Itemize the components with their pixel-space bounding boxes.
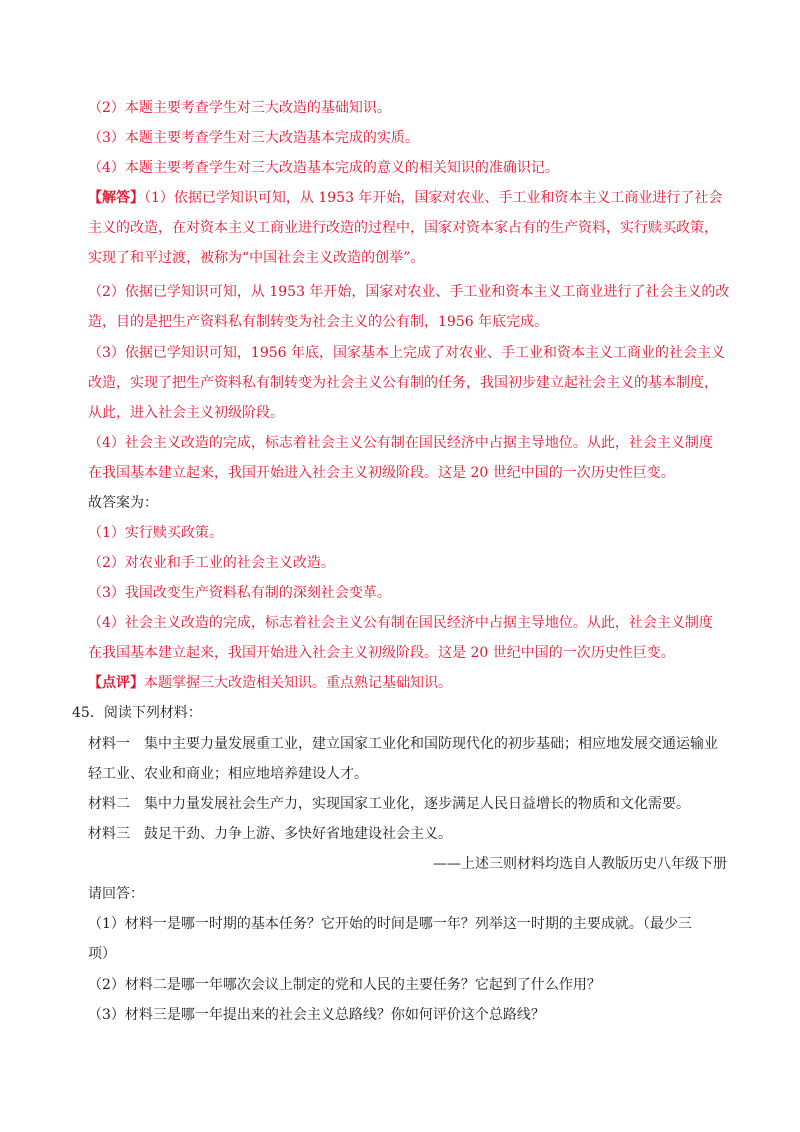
question-45-title: 45．阅读下列材料： <box>72 705 202 721</box>
answer-label: 故答案为： <box>88 495 158 511</box>
analysis-line-2: （2）本题主要考查学生对三大改造的基础知识。 <box>88 100 391 116</box>
analysis-line-3: （3）本题主要考查学生对三大改造基本完成的实质。 <box>88 130 419 146</box>
question-2: （2）材料二是哪一年哪次会议上制定的党和人民的主要任务？它起到了什么作用？ <box>88 977 601 993</box>
comment-text: 本题掌握三大改造相关知识。重点熟记基础知识。 <box>144 675 452 691</box>
material-source: ——上述三则材料均选自人教版历史八年级下册 <box>433 856 727 872</box>
comment-line <box>88 673 452 693</box>
solution-line-3: 实现了和平过渡，被称为“中国社会主义改造的创举”。 <box>88 250 425 266</box>
answer-line-2: （2）对农业和手工业的社会主义改造。 <box>88 555 335 571</box>
question-3: （3）材料三是哪一年提出来的社会主义总路线？你如何评价这个总路线？ <box>88 1007 545 1023</box>
solution-line-7: 改造，实现了把生产资料私有制转变为社会主义公有制的任务，我国初步建立起社会主义的基本制度， <box>88 375 718 391</box>
question-1-line-1: （1）材料一是哪一时期的基本任务？它开始的时间是哪一年？列举这一时期的主要成就。（最少三 <box>88 916 692 932</box>
solution-line-8: 从此，进入社会主义初级阶段。 <box>88 405 284 421</box>
solution-line-1 <box>88 188 722 208</box>
answer-line-5: 在我国基本建立起来，我国开始进入社会主义初级阶段。这是 20 世纪中国的一次历史性巨变。 <box>88 645 675 661</box>
material-2: 材料二 集中力量发展社会生产力，实现国家工业化，逐步满足人民日益增长的物质和文化需要。 <box>88 796 690 812</box>
question-1-line-2: 项） <box>88 946 116 962</box>
solution-line-9: （4）社会主义改造的完成，标志着社会主义公有制在国民经济中占据主导地位。从此，社会主义制度 <box>88 435 713 451</box>
analysis-line-4: （4）本题主要考查学生对三大改造基本完成的意义的相关知识的准确识记。 <box>88 160 559 176</box>
answer-line-1: （1）实行赎买政策。 <box>88 525 223 541</box>
solution-line-10: 在我国基本建立起来，我国开始进入社会主义初级阶段。这是 20 世纪中国的一次历史性巨变。 <box>88 465 675 481</box>
solution-line-6: （3）依据已学知识可知，1956 年底，国家基本上完成了对农业、手工业和资本主义工商业的社会主义 <box>88 345 725 361</box>
solution-text-1: （1）依据已学知识可知，从 1953 年开始，国家对农业、手工业和资本主义工商业进行了社会 <box>144 190 723 206</box>
solution-line-5: 造，目的是把生产资料私有制转变为社会主义的公有制，1956 年底完成。 <box>88 314 549 330</box>
comment-tag: 【点评】 <box>88 675 144 691</box>
solution-line-4: （2）依据已学知识可知，从 1953 年开始，国家对农业、手工业和资本主义工商业进行了社会主义的改 <box>88 284 730 300</box>
please-answer: 请回答： <box>88 886 144 902</box>
answer-line-4: （4）社会主义改造的完成，标志着社会主义公有制在国民经济中占据主导地位。从此，社会主义制度 <box>88 615 713 631</box>
material-3: 材料三 鼓足干劲、力争上游、多快好省地建设社会主义。 <box>88 826 452 842</box>
material-1-line-1: 材料一 集中主要力量发展重工业，建立国家工业化和国防现代化的初步基础；相应地发展交通运输业 <box>88 736 718 752</box>
solution-line-2: 主义的改造，在对资本主义工商业进行改造的过程中，国家对资本家占有的生产资料，实行赎买政策， <box>88 220 718 236</box>
material-1-line-2: 轻工业、农业和商业；相应地培养建设人才。 <box>88 766 368 782</box>
solution-tag: 【解答】 <box>88 190 144 206</box>
answer-line-3: （3）我国改变生产资料私有制的深刻社会变革。 <box>88 585 391 601</box>
